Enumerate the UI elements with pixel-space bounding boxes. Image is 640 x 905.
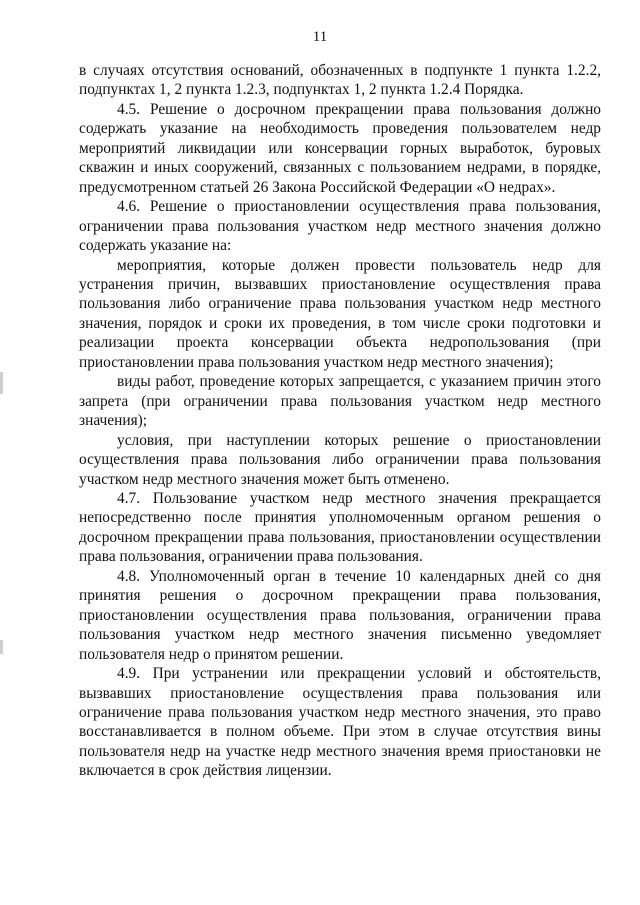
document-body: [79, 61, 601, 781]
paragraph-4-8: 4.8. Уполномоченный орган в течение 10 календарных дней со дня принятия решения о досрочном прекращении права пользования, приостановлении осуществления права пользования, ограничении права пользования участком недр местного значения письменно уведомляет пользователя недр о принятом решении.: [79, 567, 601, 663]
paragraph-4-9: 4.9. При устранении или прекращении условий и обстоятельств, вызвавших приостановление осуществления права пользования или ограничение права пользования участком недр местного значения, это право восстанавливается в полном объеме. При этом в случае отсутствия вины пользователя недр на участке недр местного значения время приостановки не включается в срок действия лицензии.: [79, 665, 601, 780]
paragraph-4-6-conditions: условия, при наступлении которых решение о приостановлении осуществления права пользования либо ограничении права пользования участком недр местного значения может быть отменено.: [79, 431, 601, 488]
paragraph-4-6-measures: мероприятия, которые должен провести пользователь недр для устранения причин, вызвавших приостановление осуществления права пользования либо ограничение права пользования участком недр местного значения, порядок и сроки их проведения, в том числе сроки подготовки и реализации проекта консервации объекта недропользования (при приостановлении права пользования участком недр местного значения);: [79, 256, 601, 371]
page-number: 11: [312, 29, 328, 45]
paragraph-4-6-works: виды работ, проведение которых запрещается, с указанием причин этого запрета (при ограничении права пользования участком недр местного значения);: [79, 373, 601, 430]
scan-edge-mark: [0, 372, 3, 394]
paragraph-4-5: 4.5. Решение о досрочном прекращении права пользования должно содержать указание на необходимость проведения пользователем недр мероприятий ликвидации или консервации горных выработок, буровых скважин и иных сооружений, связанных с пользованием недрами, в порядке, предусмотренном статьей 26 Закона Российской Федерации «О недрах».: [79, 100, 601, 196]
scan-edge-mark: [0, 640, 3, 654]
paragraph-4-7: 4.7. Пользование участком недр местного значения прекращается непосредственно после принятия уполномоченным органом решения о досрочном прекращении права пользования, приостановлении осуществлении права пользования, ограничении права пользования.: [79, 489, 601, 566]
paragraph-continuation: в случаях отсутствия оснований, обозначенных в подпункте 1 пункта 1.2.2, подпунктах 1, 2 пункта 1.2.3, подпунктах 1, 2 пункта 1.2.4 Порядка.: [79, 62, 601, 99]
paragraph-4-6: 4.6. Решение о приостановлении осуществления права пользования, ограничении права пользования участком недр местного значения должно содержать указание на:: [79, 198, 601, 255]
